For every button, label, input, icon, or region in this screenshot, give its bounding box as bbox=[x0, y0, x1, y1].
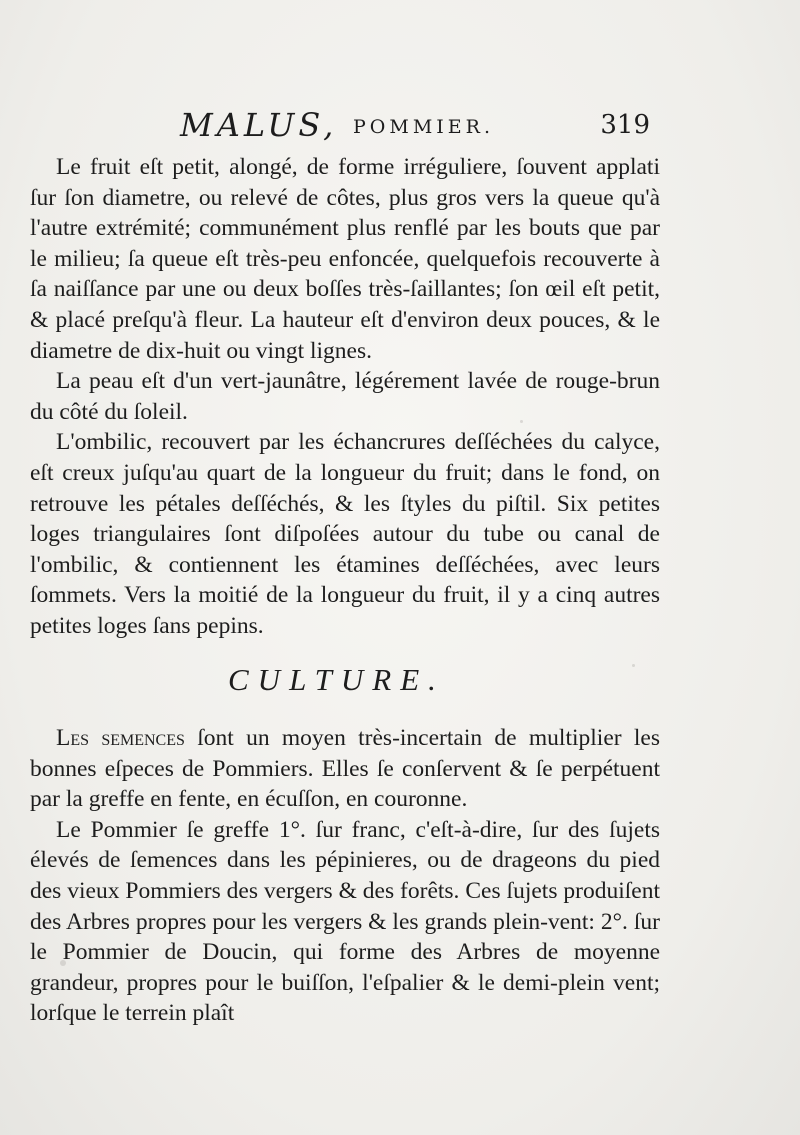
paragraph-greffe: Le Pommier ſe greffe 1°. ſur franc, c'eſt-à-dire, ſur des ſujets élevés de ſemences dans les pépinieres, ou de drageons du pied des vieux Pommiers des vergers & des forêts. Ces ſujets produiſent des Arbres propres pour les vergers & les grands plein-vent: 2°. ſur le Pommier de Doucin, qui forme des Arbres de moyenne grandeur, propres pour le buiſſon, l'eſpalier & le demi-plein vent; lorſque le terrein plaît bbox=[30, 816, 660, 1027]
section-title: CULTURE. bbox=[228, 662, 445, 697]
paragraph-skin: La peau eſt d'un vert-jaunâtre, légérement lavée de rouge-brun du côté du ſoleil. bbox=[30, 368, 660, 425]
description-text bbox=[30, 152, 660, 642]
paragraph-semences bbox=[30, 723, 660, 815]
paper-stain bbox=[632, 664, 635, 667]
header-subtitle: POMMIER. bbox=[353, 116, 494, 138]
paragraph-ombilic: L'ombilic, recouvert par les échancrures deſſéchées du calyce, eſt creux juſqu'au quart de la longueur du fruit; dans le fond, on retrouve les pétales deſſéchés, & les ſtyles du piſtil. Six petites loges triangulaires ſont diſpoſées autour du tube ou canal de l'ombilic, & contiennent les étamines deſſéchées, avec leurs ſommets. Vers la moitié de la longueur du fruit, il y a cinq autres petites loges ſans pepins. bbox=[30, 429, 660, 639]
culture-text bbox=[30, 723, 660, 1029]
paragraph-fruit: Le fruit eſt petit, alongé, de forme irréguliere, ſouvent applati ſur ſon diametre, ou relevé de côtes, plus gros vers la queue qu'à l'autre extrémité; communément plus renflé par les bouts que par le milieu; ſa queue eſt très-peu enfoncée, quelquefois recouverte à ſa naiſſance par une ou deux boſſes très-ſaillantes; ſon œil eſt petit, & placé preſqu'à fleur. La hauteur eſt d'environ deux pouces, & le diametre de dix-huit ou vingt lignes. bbox=[30, 154, 660, 364]
running-header bbox=[180, 106, 650, 146]
lead-word: Les semences bbox=[56, 725, 185, 751]
page-number: 319 bbox=[600, 110, 650, 140]
header-title: MALUS, bbox=[180, 106, 338, 144]
paragraph-semences-rest: ſont un moyen très-incertain de multiplier les bonnes eſpeces de Pommiers. Elles ſe conſervent & ſe perpétuent par la greffe en fente, en écuſſon, en couronne. bbox=[30, 725, 660, 813]
